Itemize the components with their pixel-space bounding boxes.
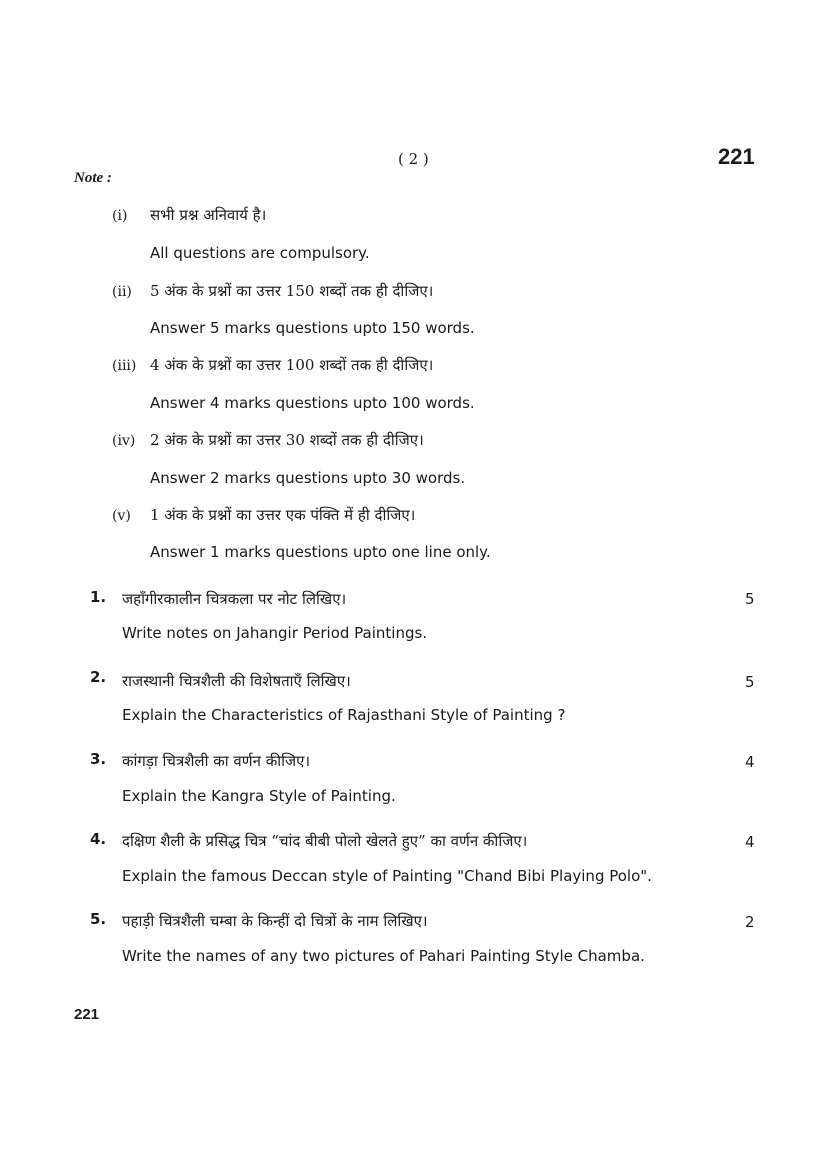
question-english: Explain the famous Deccan style of Painting "Chand Bibi Playing Polo". <box>122 867 652 885</box>
question-number: 4. <box>90 830 107 848</box>
note-item-number: (i) <box>112 208 128 224</box>
question-number: 5. <box>90 910 107 928</box>
note-item-number: (iii) <box>112 358 137 374</box>
question-hindi: राजस्थानी चित्रशैली की विशेषताएँ लिखिए। <box>122 672 351 690</box>
page-number: ( 2 ) <box>398 150 429 168</box>
note-item-hindi: 1 अंक के प्रश्नों का उत्तर एक पंक्ति में ही दीजिए। <box>150 506 416 524</box>
question-marks: 4 <box>745 833 755 851</box>
note-item-english: All questions are compulsory. <box>150 244 370 262</box>
note-item-english: Answer 4 marks questions upto 100 words. <box>150 394 475 412</box>
note-item-number: (iv) <box>112 433 136 449</box>
question-marks: 4 <box>745 753 755 771</box>
note-item-english: Answer 5 marks questions upto 150 words. <box>150 319 475 337</box>
paper-code-header: 221 <box>718 144 755 169</box>
note-item-english: Answer 2 marks questions upto 30 words. <box>150 469 466 487</box>
note-item-number: (v) <box>112 508 131 524</box>
question-hindi: कांगड़ा चित्रशैली का वर्णन कीजिए। <box>122 752 311 770</box>
note-label: Note : <box>74 170 112 186</box>
note-item-hindi: सभी प्रश्न अनिवार्य है। <box>150 206 267 224</box>
question-english: Explain the Characteristics of Rajasthani Style of Painting ? <box>122 706 566 724</box>
question-english: Explain the Kangra Style of Painting. <box>122 787 396 805</box>
question-marks: 5 <box>745 673 755 691</box>
question-english: Write notes on Jahangir Period Paintings. <box>122 624 428 642</box>
note-item-hindi: 4 अंक के प्रश्नों का उत्तर 100 शब्दों तक ही दीजिए। <box>150 356 434 374</box>
question-hindi: पहाड़ी चित्रशैली चम्बा के किन्हीं दो चित्रों के नाम लिखिए। <box>122 912 428 930</box>
question-english: Write the names of any two pictures of Pahari Painting Style Chamba. <box>122 947 645 965</box>
note-item-hindi: 5 अंक के प्रश्नों का उत्तर 150 शब्दों तक ही दीजिए। <box>150 282 434 300</box>
question-number: 3. <box>90 750 107 768</box>
question-hindi: जहाँगीरकालीन चित्रकला पर नोट लिखिए। <box>122 590 347 608</box>
note-item-hindi: 2 अंक के प्रश्नों का उत्तर 30 शब्दों तक ही दीजिए। <box>150 431 424 449</box>
note-item-english: Answer 1 marks questions upto one line only. <box>150 543 491 561</box>
question-hindi: दक्षिण शैली के प्रसिद्ध चित्र “चांद बीबी पोलो खेलते हुए” का वर्णन कीजिए। <box>122 832 528 850</box>
paper-code-footer: 221 <box>74 1006 100 1023</box>
note-item-number: (ii) <box>112 284 132 300</box>
question-number: 2. <box>90 668 107 686</box>
question-marks: 5 <box>745 590 755 608</box>
question-marks: 2 <box>745 913 755 931</box>
question-number: 1. <box>90 588 107 606</box>
